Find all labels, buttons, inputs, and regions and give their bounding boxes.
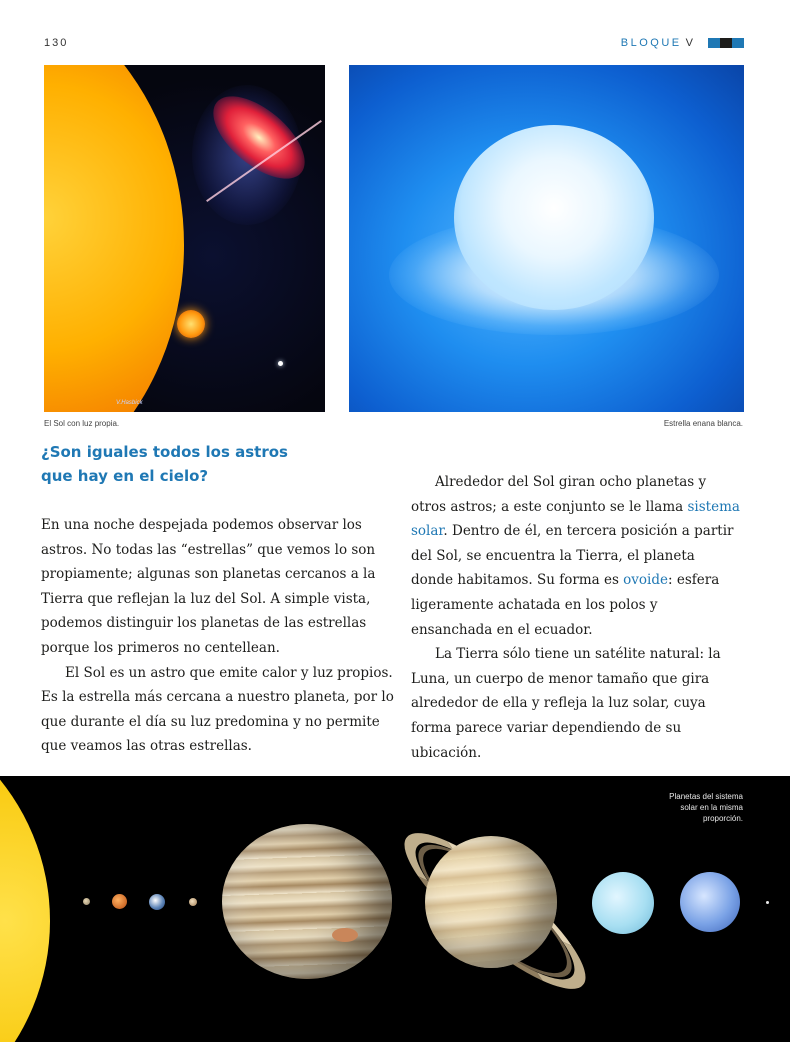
section-color-bar [708, 38, 744, 48]
section-number: V [685, 37, 693, 49]
bar-segment [708, 38, 720, 48]
planet-jupiter [222, 824, 392, 979]
planet-mercury [83, 898, 90, 905]
text-run: : esfera ligeramente achatada en los polos y ensanchada en el ecuador. [411, 572, 720, 638]
sun-edge [0, 776, 50, 1042]
right-column [411, 470, 741, 765]
sun-disk [44, 65, 184, 412]
paragraph: La Tierra sólo tiene un satélite natural: la Luna, un cuerpo de menor tamaño que gira alrededor de ella y refleja la luz solar, cuya forma parece variar dependiendo de su ubicación. [411, 646, 721, 761]
planet-mars [189, 898, 197, 906]
artist-signature: V.Hasbick [116, 400, 143, 406]
white-dwarf-caption: Estrella enana blanca. [663, 419, 743, 428]
heading-line-1: ¿Son iguales todos los astros [41, 443, 288, 461]
planet-venus [112, 894, 127, 909]
planets-strip [0, 776, 790, 1042]
paragraph: El Sol es un astro que emite calor y luz propios. Es la estrella más cercana a nuestro planeta, por lo que durante el día su luz predomina y no permite que veamos las otras estrellas. [41, 664, 394, 755]
small-star [177, 310, 205, 338]
glossary-term-ovoide[interactable]: ovoide [623, 572, 669, 589]
bar-segment [720, 38, 732, 48]
white-dwarf-illustration [349, 65, 744, 412]
heading-line-2: que hay en el cielo? [41, 467, 209, 485]
section-label-text: BLOQUE [620, 37, 682, 49]
bar-segment [732, 38, 744, 48]
dwarf-core [454, 125, 654, 310]
sun-caption: El Sol con luz propia. [44, 419, 120, 428]
left-column [41, 513, 399, 759]
paragraph [411, 470, 741, 642]
planet-earth [149, 894, 165, 910]
planets-caption: Planetas del sistema solar en la misma proporción. [669, 792, 743, 823]
planet-uranus [592, 872, 654, 934]
planet-neptune [680, 872, 740, 932]
dwarf-planet [766, 901, 769, 904]
text-run: . Dentro de él, en tercera posición a partir del Sol, se encuentra la Tierra, el planeta donde habitamos. Su forma es [411, 523, 734, 589]
white-dot-star [278, 361, 283, 366]
great-red-spot [332, 928, 358, 942]
sun-illustration [44, 65, 325, 412]
section-heading [41, 440, 341, 488]
planet-saturn [425, 836, 557, 968]
page-number: 130 [44, 37, 69, 49]
glossary-term-sistema-solar[interactable]: sistema solar [411, 498, 740, 540]
text-run: Alrededor del Sol giran ocho planetas y otros astros; a este conjunto se le llama [411, 474, 707, 515]
paragraph: En una noche despejada podemos observar los astros. No todas las “estrellas” que vemos lo son propiamente; algunas son planetas cercanos a la Tierra que reflejan la luz del Sol. A simple vista, podemos distinguir los planetas de las estrellas porque los primeros no centellean. [41, 517, 376, 656]
section-label [621, 37, 693, 49]
